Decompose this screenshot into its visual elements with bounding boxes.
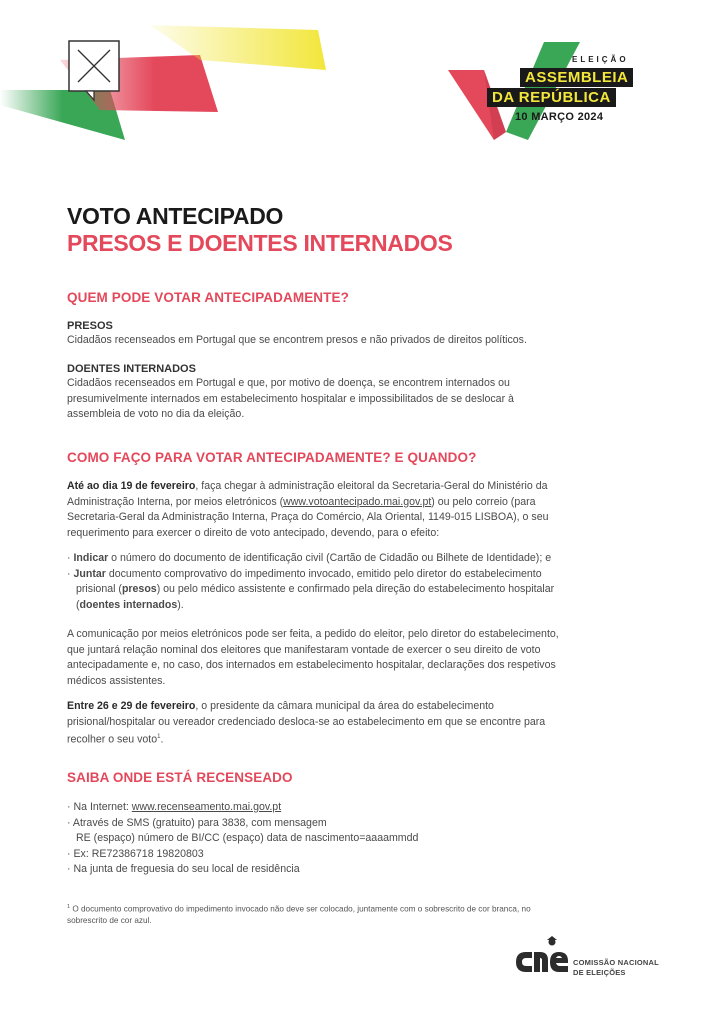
assembleia-label: ASSEMBLEIA [520, 68, 633, 87]
footnote: $^1$ O documento comprovativo do impedimento invocado não deve ser colocado, juntamente com o sobrescrito de cor branca, no sobrescrito de cor azul. [67, 904, 531, 925]
cne-logo [514, 936, 570, 980]
election-date: 10 MARÇO 2024 [515, 111, 604, 123]
election-label: ELEIÇÃO [572, 55, 629, 64]
section-heading-who: QUEM PODE VOTAR ANTECIPADAMENTE? [67, 290, 349, 305]
cne-name: COMISSÃO NACIONAL DE ELEIÇÕES [573, 958, 659, 977]
doentes-label: DOENTES INTERNADOS [67, 363, 196, 375]
registration-list [67, 800, 667, 878]
section-heading-how: COMO FAÇO PARA VOTAR ANTECIPADAMENTE? E QUANDO? [67, 450, 477, 465]
how-paragraph-1: Até ao dia 19 de fevereiro, faça chegar à administração eleitoral da Secretaria-Geral do Ministério da Administração Interna, por meios eletrónicos (www.votoantecipado.mai.gov.pt) ou pelo correio (para Secretaria-Geral da Administração Interna, Praça do Comércio, Ala Oriental, 1149-015 LISBOA), o seu requerimento para exercer o direito de voto antecipado, devendo, para o efeito: [67, 480, 549, 539]
how-paragraph-2: A comunicação por meios eletrónicos pode ser feita, a pedido do eleitor, pelo diretor do estabelecimento, que juntará relação nominal dos eleitores que manifestaram vontade de exercer o seu direito de voto antecipadamente e, no caso, dos internados em estabelecimento hospitalar, declarações dos respetivos médicos assistentes. [67, 628, 559, 687]
list-item: · Indicar o número do documento de identificação civil (Cartão de Cidadão ou Bilhete de Identidade); e [67, 552, 552, 564]
page-subtitle: PRESOS E DOENTES INTERNADOS [67, 230, 453, 256]
votoantecipado-link[interactable]: www.votoantecipado.mai.gov.pt [283, 495, 432, 508]
list-item: · Na Internet: www.recenseamento.mai.gov.pt [67, 801, 282, 813]
da-republica-label: DA REPÚBLICA [487, 88, 616, 107]
recenseamento-link[interactable]: www.recenseamento.mai.gov.pt [131, 801, 282, 813]
section-heading-registration: SAIBA ONDE ESTÁ RECENSEADO [67, 770, 293, 785]
how-paragraph-3: Entre 26 e 29 de fevereiro, o presidente da câmara municipal da área do estabelecimento prisional/hospitalar ou vereador credenciado desloca-se ao estabelecimento em que se encontre para recolher o seu voto$^1$. [67, 700, 546, 746]
doentes-text: Cidadãos recenseados em Portugal e que, por motivo de doença, se encontrem internados ou presumivelmente internados em estabelecimento hospitalar e impossibilitados de se deslocar à assembleia de voto no dia da eleição. [67, 377, 514, 420]
requirements-list [67, 551, 667, 613]
list-item: · Através de SMS (gratuito) para 3838, com mensagem RE (espaço) número de BI/CC (espaço) data de nascimento=aaaammdd [67, 816, 419, 844]
presos-text: Cidadãos recenseados em Portugal que se encontrem presos e não privados de direitos políticos. [67, 334, 527, 346]
ballot-icon [68, 40, 120, 102]
decorative-ribbons [0, 0, 340, 160]
presos-label: PRESOS [67, 320, 113, 332]
list-item: · Juntar documento comprovativo do impedimento invocado, emitido pelo diretor do estabelecimento prisional (presos) ou pelo médico assistente e confirmado pela direção do estabelecimento hospitalar (doentes internados). [67, 567, 555, 611]
page-title: VOTO ANTECIPADO [67, 203, 284, 229]
list-item: · Ex: RE72386718 19820803 [67, 847, 204, 860]
list-item: · Na junta de freguesia do seu local de residência [67, 863, 300, 875]
